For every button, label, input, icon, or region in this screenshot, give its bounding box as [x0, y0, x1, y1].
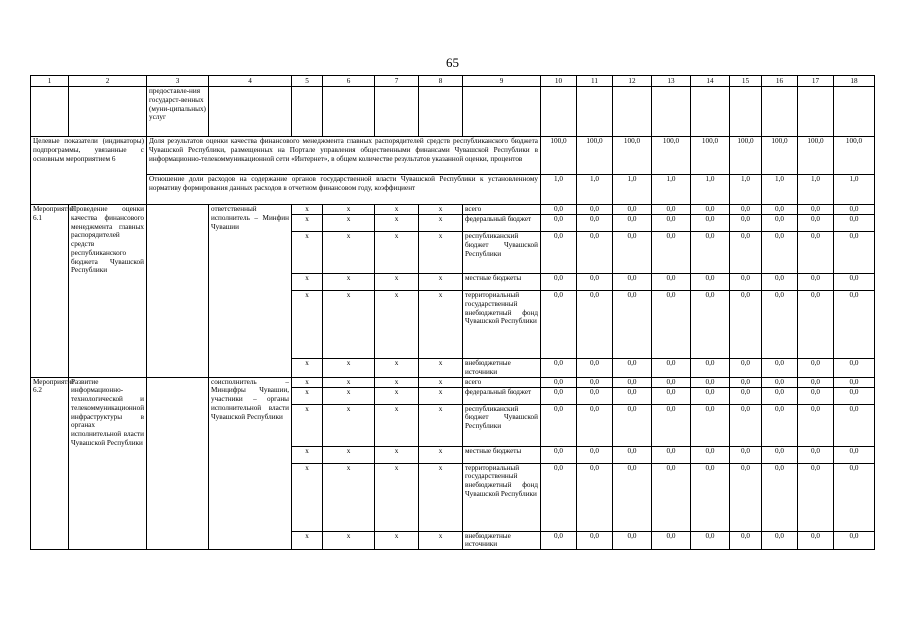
code-cell: x	[323, 205, 375, 215]
funding-value: 0,0	[652, 531, 691, 550]
funding-value: 0,0	[691, 463, 730, 531]
funding-value: 0,0	[730, 232, 762, 274]
funding-value: 0,0	[613, 377, 652, 387]
column-number: 3	[147, 76, 209, 87]
code-cell: x	[419, 205, 463, 215]
funding-value: 0,0	[730, 446, 762, 463]
funding-value: 0,0	[834, 446, 875, 463]
funding-value: 0,0	[652, 446, 691, 463]
code-cell: x	[323, 291, 375, 359]
funding-value: 0,0	[652, 232, 691, 274]
column-number: 5	[292, 76, 323, 87]
funding-value: 0,0	[613, 291, 652, 359]
funding-value: 0,0	[834, 404, 875, 446]
funding-value: 0,0	[652, 291, 691, 359]
indicator-value: 1,0	[613, 175, 652, 205]
code-cell: x	[323, 377, 375, 387]
code-cell: x	[419, 274, 463, 291]
funding-value: 0,0	[577, 205, 613, 215]
code-cell: x	[419, 232, 463, 274]
code-cell: x	[375, 404, 419, 446]
funding-value: 0,0	[652, 274, 691, 291]
code-cell: x	[292, 463, 323, 531]
funding-source: территориальный государственный внебюджетный фонд Чувашской Республики	[463, 291, 541, 359]
funding-value: 0,0	[613, 274, 652, 291]
funding-value: 0,0	[834, 232, 875, 274]
funding-value: 0,0	[577, 215, 613, 232]
cont-col1	[31, 87, 69, 137]
funding-value: 0,0	[691, 404, 730, 446]
column-number: 4	[209, 76, 292, 87]
code-cell: x	[323, 463, 375, 531]
indicator-value: 1,0	[730, 175, 762, 205]
funding-value: 0,0	[691, 387, 730, 404]
funding-value: 0,0	[541, 531, 577, 550]
code-cell: x	[323, 531, 375, 550]
indicator-value: 100,0	[762, 137, 798, 175]
funding-value: 0,0	[762, 232, 798, 274]
funding-value: 0,0	[691, 531, 730, 550]
indicator-value: 1,0	[798, 175, 834, 205]
funding-value: 0,0	[613, 215, 652, 232]
funding-value: 0,0	[762, 215, 798, 232]
funding-source: республиканский бюджет Чувашской Республики	[463, 404, 541, 446]
funding-source: федеральный бюджет	[463, 387, 541, 404]
funding-value: 0,0	[541, 404, 577, 446]
cont-col6	[323, 87, 375, 137]
program-table	[30, 75, 875, 550]
indicator-value: 1,0	[691, 175, 730, 205]
funding-value: 0,0	[577, 404, 613, 446]
cont-col13	[652, 87, 691, 137]
funding-value: 0,0	[577, 291, 613, 359]
indicator-value: 100,0	[541, 137, 577, 175]
funding-value: 0,0	[652, 205, 691, 215]
funding-value: 0,0	[652, 215, 691, 232]
column-number: 12	[613, 76, 652, 87]
cont-col2	[69, 87, 147, 137]
funding-value: 0,0	[730, 387, 762, 404]
code-cell: x	[323, 404, 375, 446]
cont-col11	[577, 87, 613, 137]
column-number: 7	[375, 76, 419, 87]
code-cell: x	[419, 463, 463, 531]
code-cell: x	[419, 359, 463, 378]
funding-value: 0,0	[798, 215, 834, 232]
funding-value: 0,0	[762, 377, 798, 387]
funding-value: 0,0	[691, 446, 730, 463]
funding-value: 0,0	[834, 531, 875, 550]
funding-value: 0,0	[691, 274, 730, 291]
funding-value: 0,0	[577, 446, 613, 463]
funding-value: 0,0	[834, 291, 875, 359]
measure-executor: ответственный исполнитель – Минфин Чувашии	[209, 205, 292, 378]
indicator-text: Отношение доли расходов на содержание органов государственной власти Чувашской Республики к установленному нормативу формирования данных расходов в отчетном финансовом году, коэффициент	[147, 175, 541, 205]
funding-value: 0,0	[691, 232, 730, 274]
funding-value: 0,0	[798, 291, 834, 359]
code-cell: x	[375, 215, 419, 232]
funding-value: 0,0	[834, 359, 875, 378]
funding-value: 0,0	[762, 291, 798, 359]
code-cell: x	[375, 274, 419, 291]
cont-col15	[730, 87, 762, 137]
funding-value: 0,0	[798, 377, 834, 387]
code-cell: x	[323, 387, 375, 404]
funding-value: 0,0	[798, 205, 834, 215]
column-number: 9	[463, 76, 541, 87]
indicator-row	[31, 137, 875, 175]
cont-col7	[375, 87, 419, 137]
funding-value: 0,0	[541, 463, 577, 531]
cont-col8	[419, 87, 463, 137]
indicator-value: 1,0	[762, 175, 798, 205]
code-cell: x	[419, 387, 463, 404]
code-cell: x	[292, 274, 323, 291]
measure-name: Развитие информационно-технологической и телекоммуникационной инфраструктуры в органах исполнительной власти Чувашской Республики	[69, 377, 147, 550]
code-cell: x	[292, 205, 323, 215]
funding-value: 0,0	[613, 446, 652, 463]
funding-value: 0,0	[762, 274, 798, 291]
funding-value: 0,0	[613, 232, 652, 274]
column-number: 1	[31, 76, 69, 87]
code-cell: x	[375, 205, 419, 215]
funding-value: 0,0	[798, 446, 834, 463]
cont-col5	[292, 87, 323, 137]
funding-value: 0,0	[762, 531, 798, 550]
funding-value: 0,0	[613, 205, 652, 215]
funding-source: всего	[463, 205, 541, 215]
cont-col14	[691, 87, 730, 137]
finance-row	[31, 377, 875, 387]
indicator-value: 100,0	[798, 137, 834, 175]
code-cell: x	[323, 359, 375, 378]
code-cell: x	[419, 446, 463, 463]
funding-value: 0,0	[798, 531, 834, 550]
funding-value: 0,0	[541, 387, 577, 404]
column-number: 6	[323, 76, 375, 87]
funding-value: 0,0	[541, 359, 577, 378]
indicator-value: 100,0	[652, 137, 691, 175]
funding-value: 0,0	[541, 215, 577, 232]
cont-col3: предоставле-ния государст-венных (муни-ципальных) услуг	[147, 87, 209, 137]
code-cell: x	[292, 291, 323, 359]
funding-value: 0,0	[762, 205, 798, 215]
funding-value: 0,0	[541, 232, 577, 274]
code-cell: x	[375, 463, 419, 531]
funding-value: 0,0	[834, 205, 875, 215]
funding-value: 0,0	[834, 387, 875, 404]
indicator-row	[31, 175, 875, 205]
funding-value: 0,0	[730, 531, 762, 550]
funding-value: 0,0	[730, 377, 762, 387]
funding-value: 0,0	[834, 463, 875, 531]
funding-value: 0,0	[762, 463, 798, 531]
funding-source: территориальный государственный внебюджетный фонд Чувашской Республики	[463, 463, 541, 531]
funding-value: 0,0	[652, 359, 691, 378]
indicator-value: 100,0	[834, 137, 875, 175]
funding-value: 0,0	[652, 387, 691, 404]
indicator-text: Доля результатов оценки качества финансового менеджмента главных распорядителей средств республиканского бюджета Чувашской Республики, размещенных на Портале управления общественными финансами Чувашской Республики в информационно-телекоммуникационной сети «Интернет», в общем количестве результатов указанной оценки, процентов	[147, 137, 541, 175]
funding-value: 0,0	[577, 274, 613, 291]
funding-value: 0,0	[730, 291, 762, 359]
code-cell: x	[323, 446, 375, 463]
code-cell: x	[419, 291, 463, 359]
funding-value: 0,0	[691, 359, 730, 378]
funding-value: 0,0	[541, 291, 577, 359]
code-cell: x	[419, 215, 463, 232]
funding-value: 0,0	[541, 377, 577, 387]
code-cell: x	[375, 291, 419, 359]
funding-value: 0,0	[613, 463, 652, 531]
column-number: 13	[652, 76, 691, 87]
measure-name: Проведение оценки качества финансового менеджмента главных распорядителей средств республиканского бюджета Чувашской Республики	[69, 205, 147, 378]
code-cell: x	[292, 215, 323, 232]
funding-source: республиканский бюджет Чувашской Республики	[463, 232, 541, 274]
funding-value: 0,0	[730, 463, 762, 531]
code-cell: x	[292, 359, 323, 378]
cont-col18	[834, 87, 875, 137]
funding-value: 0,0	[691, 291, 730, 359]
code-cell: x	[292, 377, 323, 387]
target-indicators-label: Целевые показатели (индикаторы) подпрограммы, увязанные с основным мероприятием 6	[31, 137, 147, 205]
funding-value: 0,0	[691, 377, 730, 387]
code-cell: x	[375, 387, 419, 404]
column-number: 14	[691, 76, 730, 87]
column-number: 2	[69, 76, 147, 87]
funding-value: 0,0	[613, 531, 652, 550]
funding-source: внебюджетные источники	[463, 531, 541, 550]
cont-col4	[209, 87, 292, 137]
page-number: 65	[446, 55, 459, 70]
funding-value: 0,0	[798, 274, 834, 291]
column-number: 16	[762, 76, 798, 87]
column-number: 8	[419, 76, 463, 87]
funding-value: 0,0	[762, 446, 798, 463]
funding-value: 0,0	[613, 359, 652, 378]
continuation-row	[31, 87, 875, 137]
funding-value: 0,0	[834, 377, 875, 387]
funding-value: 0,0	[577, 359, 613, 378]
code-cell: x	[375, 359, 419, 378]
measure-empty-cell	[147, 205, 209, 378]
funding-value: 0,0	[613, 404, 652, 446]
funding-value: 0,0	[762, 387, 798, 404]
code-cell: x	[375, 531, 419, 550]
code-cell: x	[375, 232, 419, 274]
funding-value: 0,0	[730, 359, 762, 378]
cont-col16	[762, 87, 798, 137]
funding-value: 0,0	[577, 387, 613, 404]
code-cell: x	[419, 404, 463, 446]
code-cell: x	[292, 387, 323, 404]
funding-value: 0,0	[541, 205, 577, 215]
code-cell: x	[323, 232, 375, 274]
funding-value: 0,0	[798, 463, 834, 531]
indicator-value: 100,0	[730, 137, 762, 175]
funding-value: 0,0	[652, 463, 691, 531]
funding-value: 0,0	[652, 377, 691, 387]
funding-value: 0,0	[798, 359, 834, 378]
column-number: 11	[577, 76, 613, 87]
measure-label: Мероприятие 6.1	[31, 205, 69, 378]
funding-value: 0,0	[834, 215, 875, 232]
code-cell: x	[419, 377, 463, 387]
funding-source: всего	[463, 377, 541, 387]
funding-value: 0,0	[798, 404, 834, 446]
column-number: 17	[798, 76, 834, 87]
funding-source: внебюджетные источники	[463, 359, 541, 378]
funding-value: 0,0	[730, 215, 762, 232]
code-cell: x	[323, 215, 375, 232]
code-cell: x	[292, 446, 323, 463]
funding-value: 0,0	[691, 215, 730, 232]
funding-value: 0,0	[577, 232, 613, 274]
code-cell: x	[292, 232, 323, 274]
cont-col17	[798, 87, 834, 137]
indicator-value: 1,0	[652, 175, 691, 205]
funding-value: 0,0	[730, 205, 762, 215]
code-cell: x	[419, 531, 463, 550]
code-cell: x	[375, 446, 419, 463]
funding-value: 0,0	[577, 531, 613, 550]
indicator-value: 100,0	[577, 137, 613, 175]
funding-value: 0,0	[541, 446, 577, 463]
column-number: 10	[541, 76, 577, 87]
funding-source: федеральный бюджет	[463, 215, 541, 232]
measure-label: Мероприятие 6.2	[31, 377, 69, 550]
measure-empty-cell	[147, 377, 209, 550]
measure-executor: соисполнитель – Минцифры Чувашии, участники – органы исполнительной власти Чувашской Республики	[209, 377, 292, 550]
funding-value: 0,0	[541, 274, 577, 291]
cont-col9	[463, 87, 541, 137]
funding-value: 0,0	[834, 274, 875, 291]
code-cell: x	[292, 404, 323, 446]
funding-value: 0,0	[652, 404, 691, 446]
finance-row	[31, 205, 875, 215]
funding-value: 0,0	[730, 274, 762, 291]
funding-value: 0,0	[762, 359, 798, 378]
indicator-value: 1,0	[541, 175, 577, 205]
funding-source: местные бюджеты	[463, 274, 541, 291]
funding-value: 0,0	[577, 377, 613, 387]
indicator-value: 100,0	[691, 137, 730, 175]
funding-value: 0,0	[613, 387, 652, 404]
indicator-value: 100,0	[613, 137, 652, 175]
funding-value: 0,0	[730, 404, 762, 446]
funding-value: 0,0	[577, 463, 613, 531]
indicator-value: 1,0	[834, 175, 875, 205]
funding-value: 0,0	[798, 232, 834, 274]
cont-col10	[541, 87, 577, 137]
column-number: 15	[730, 76, 762, 87]
funding-source: местные бюджеты	[463, 446, 541, 463]
cont-col12	[613, 87, 652, 137]
funding-value: 0,0	[798, 387, 834, 404]
indicator-value: 1,0	[577, 175, 613, 205]
code-cell: x	[323, 274, 375, 291]
header-row	[31, 76, 875, 87]
code-cell: x	[292, 531, 323, 550]
funding-value: 0,0	[691, 205, 730, 215]
funding-value: 0,0	[762, 404, 798, 446]
column-number: 18	[834, 76, 875, 87]
code-cell: x	[375, 377, 419, 387]
